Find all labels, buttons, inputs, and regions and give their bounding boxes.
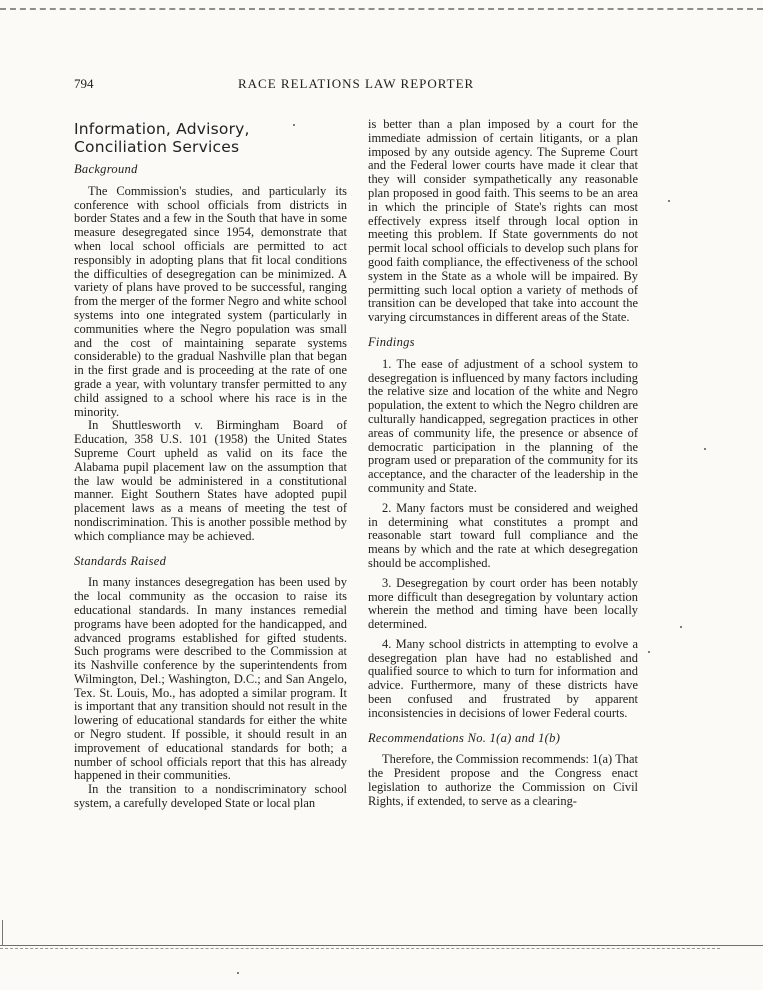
- scan-speck: [648, 651, 650, 653]
- paragraph-commission-studies: The Commission's studies, and particularly its conference with school officials from districts in border States and a few in the South that have in some measure desegregated since 1954, demonstrate that when local school officials are permitted to act responsibly in adopting plans that fit local conditions the difficulties of desegregation can be minimized. A variety of plans have proved to be successful, ranging from the merger of the former Negro and white school systems into one integrated system (particularly in communities where the Negro population was small and the cost of maintaining separate systems considerable) to the gradual Nashville plan that began in the first grade and is proceeding at the rate of one grade a year, with voluntary transfer permitted to any child assigned to a school where his race is in the minority.: [74, 183, 347, 419]
- paragraph-standards: In many instances desegregation has been used by the local community as the occasion to raise its educational standards. In many instances remedial programs have been adopted for the handicapped, and advanced programs established for gifted students. Such programs were described to the Commission at its Nashville conference by the superintendents from Wilmington, Del.; Washington, D.C.; and San Angelo, Tex. St. Louis, Mo., has adopted a similar program. It is important that any transition should not result in the lowering of educational standards for either the white or Negro student. If possible, it should result in an improvement of educational standards for both; a number of school officials report that this has already happened in their communities.: [74, 575, 347, 783]
- paragraph-transition: In the transition to a nondiscriminatory school system, a carefully developed State or local plan: [74, 782, 347, 811]
- scan-speck: [293, 124, 295, 126]
- running-head: RACE RELATIONS LAW REPORTER: [238, 76, 475, 91]
- finding-4: 4. Many school districts in attempting to evolve a desegregation plan have had no established and qualified source to which to turn for information and advice. Furthermore, many of these districts have been confused and frustrated by apparent inconsistencies in decisions of lower Federal courts.: [368, 636, 638, 720]
- recommendation-paragraph: Therefore, the Commission recommends: 1(a) That the President propose and the Congress enact legislation to authorize the Commission on Civil Rights, if extended, to serve as a clearing-: [368, 752, 638, 808]
- paragraph-shuttlesworth: In Shuttlesworth v. Birmingham Board of Education, 358 U.S. 101 (1958) the United States Supreme Court upheld as valid on its face the Alabama pupil placement law on the assumption that the law would be administered in a constitutional manner. Eight Southern States have adopted pupil placement laws as a means of meeting the test of nondiscrimination. This is another possible method by which compliance may be achieved.: [74, 418, 347, 543]
- bottom-border-rule: [0, 945, 763, 946]
- scan-speck: [680, 626, 682, 628]
- right-column: [368, 118, 638, 809]
- scan-speck: [704, 448, 706, 450]
- top-border-rule: [0, 8, 763, 10]
- scan-speck: [237, 972, 239, 974]
- section-title-line-1: Information, Advisory,: [74, 120, 250, 138]
- subheading-standards-raised: Standards Raised: [74, 553, 167, 568]
- page-number: 794: [74, 76, 94, 91]
- paragraph-continued: is better than a plan imposed by a court for the immediate admission of certain litigants, or a plan imposed by any outside agency. The Supreme Court and the Federal lower courts have made it clear that they will consider sympathetically any reasonable plan proposed in good faith. This seems to be an area in which the principle of State's rights can most effectively express itself through local option in meeting this problem. If State governments do not permit local school officials to develop such plans for good faith compliance, the effectiveness of the school system in the State as a whole will be impaired. By permitting such local option a variety of methods of transition can be developed that take into account the varying circumstances in different areas of the State.: [368, 117, 638, 325]
- scan-speck: [668, 200, 670, 202]
- subheading-recommendations: Recommendations No. 1(a) and 1(b): [368, 730, 561, 745]
- finding-2: 2. Many factors must be considered and weighed in determining what constitutes a prompt and reasonable start toward full compliance and the means by which and the rate at which desegregation should be accomplished.: [368, 500, 638, 570]
- left-edge-mark: [2, 920, 3, 946]
- subheading-background: Background: [74, 162, 138, 176]
- section-title-line-2: Conciliation Services: [74, 138, 240, 156]
- section-title: [74, 120, 347, 156]
- left-column: [74, 118, 347, 811]
- finding-1: 1. The ease of adjustment of a school system to desegregation is influenced by many factors including the relative size and location of the white and Negro population, the extent to which the Negro children are culturally handicapped, segregation practices in other areas of community life, the presence or absence of democratic participation in the planning of the program used or preparation of the community for its acceptance, and the character of the leadership in the community and State.: [368, 356, 638, 495]
- finding-3: 3. Desegregation by court order has been notably more difficult than desegregation by voluntary action wherein the method and timing have been locally determined.: [368, 575, 638, 632]
- subheading-findings: Findings: [368, 334, 415, 349]
- bottom-dashed-rule: [0, 948, 720, 949]
